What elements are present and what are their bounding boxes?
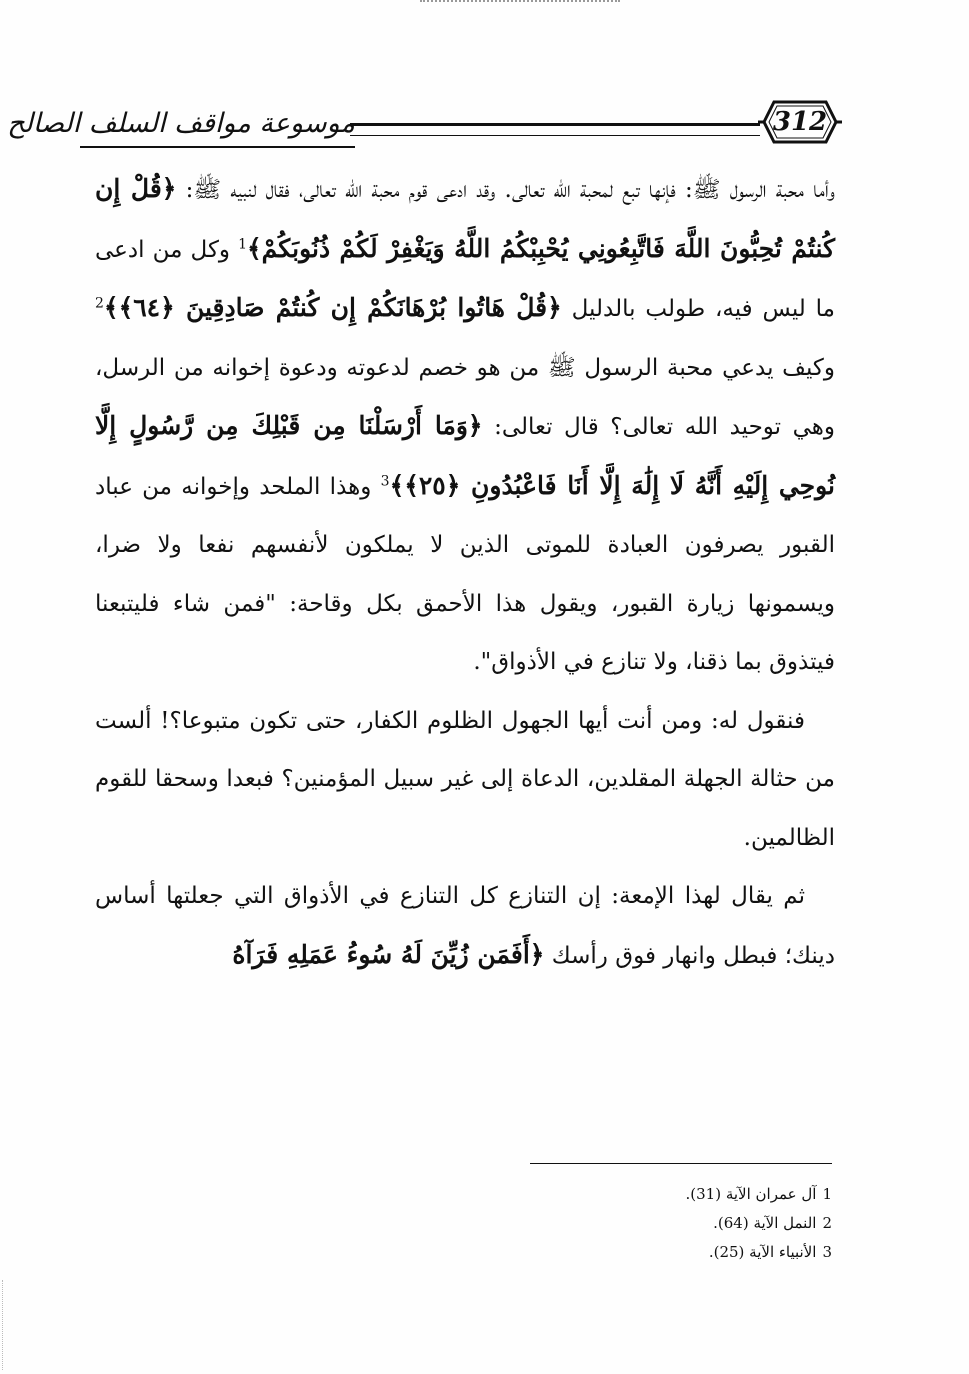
footnote-number: 3: [822, 1243, 832, 1261]
page-header: [7, 96, 840, 160]
footnote-separator: [530, 1163, 832, 1164]
page-number-badge: [758, 96, 842, 148]
quran-verse: ﴿قُلْ إِن كُنتُمْ تُحِبُّونَ اللَّهَ فَاتَّبِعُونِي يُحْبِبْكُمُ اللَّهُ وَيَغْفِرْ لَكُمْ ذُنُوبَكُمْ﴾: [95, 174, 835, 263]
footnote-text: الأنبياء الآية (25).: [708, 1243, 817, 1261]
scan-edge: [2, 1280, 3, 1370]
quran-verse: ﴿قُلْ هَاتُوا بُرْهَانَكُمْ إِن كُنتُمْ صَادِقِينَ ﴿٦٤﴾﴾: [103, 293, 562, 322]
quran-verse: ﴿أَفَمَن زُيِّنَ لَهُ سُوءُ عَمَلِهِ فَرَآهُ: [232, 939, 545, 969]
running-title: موسوعة مواقف السلف الصالح: [80, 102, 355, 148]
footnote-reference: 1: [238, 235, 248, 252]
paragraph: [95, 160, 835, 692]
footnote-item: [530, 1180, 832, 1209]
text-run: وهذا الملحد وإخوانه من عباد القبور يصرفون العبادة للموتى الذين لا يملكون لأنفسهم نفعا ولا ضرا، ويسمونها زيارة القبور، ويقول هذا الأحمق بكل وقاحة: "فمن شاء فليتبعنا فيتذوق بما ذقنا، ولا تنازع في الأذواق".: [95, 473, 835, 675]
text-run: فنقول له: ومن أنت أيها الجهول الظلوم الكفار، حتى تكون متبوعا؟! ألست من حثالة الجهلة المقلدين، الدعاة إلى غير سبيل المؤمنين؟ فبعدا وسحقا للقوم الظالمين.: [95, 707, 835, 851]
text-run: وكيف يدعي محبة الرسول ﷺ من هو خصم لدعوته ودعوة إخوانه من الرسل، وهي توحيد الله تعالى؟ قال تعالى:: [95, 354, 836, 440]
footnote-text: النمل الآية (64).: [713, 1214, 817, 1232]
footnote-item: [530, 1238, 832, 1267]
footnote-reference: 2: [95, 295, 104, 312]
text-run: ثم يقال لهذا الإمعة: إن التنازع كل التنازع في الأذواق التي جعلتها أساس دينك؛ فبطل وانهار فوق رأسك: [95, 883, 835, 969]
quran-verse: ﴿وَمَا أَرْسَلْنَا مِن قَبْلِكَ مِن رَّسُولٍ إِلَّا نُوحِي إِلَيْهِ أَنَّهُ لَا إِلَٰهَ إِلَّا أَنَا فَاعْبُدُونِ ﴿٢٥﴾﴾: [95, 411, 836, 500]
text-run: وكل من ادعى ما ليس فيه، طولب بالدليل: [95, 236, 835, 322]
footnote-number: 2: [822, 1214, 832, 1232]
paragraph: [95, 692, 835, 868]
paragraph: [95, 867, 835, 985]
footnote-number: 1: [822, 1185, 832, 1203]
main-text: [95, 160, 835, 985]
footnote-item: [530, 1209, 832, 1238]
text-run: وأما محبة الرسول ﷺ: فإنها تبع لمحبة الله تعالى. وقد ادعى قوم محبة الله تعالى، فقال لنبيه ﷺ:: [176, 177, 835, 203]
scan-marks: [420, 0, 620, 8]
page-number: 312: [772, 107, 828, 137]
header-rule: [350, 123, 760, 136]
footnote-reference: 3: [380, 472, 390, 489]
footnotes: [530, 1180, 832, 1267]
footnote-text: آل عمران الآية (31).: [685, 1185, 817, 1203]
